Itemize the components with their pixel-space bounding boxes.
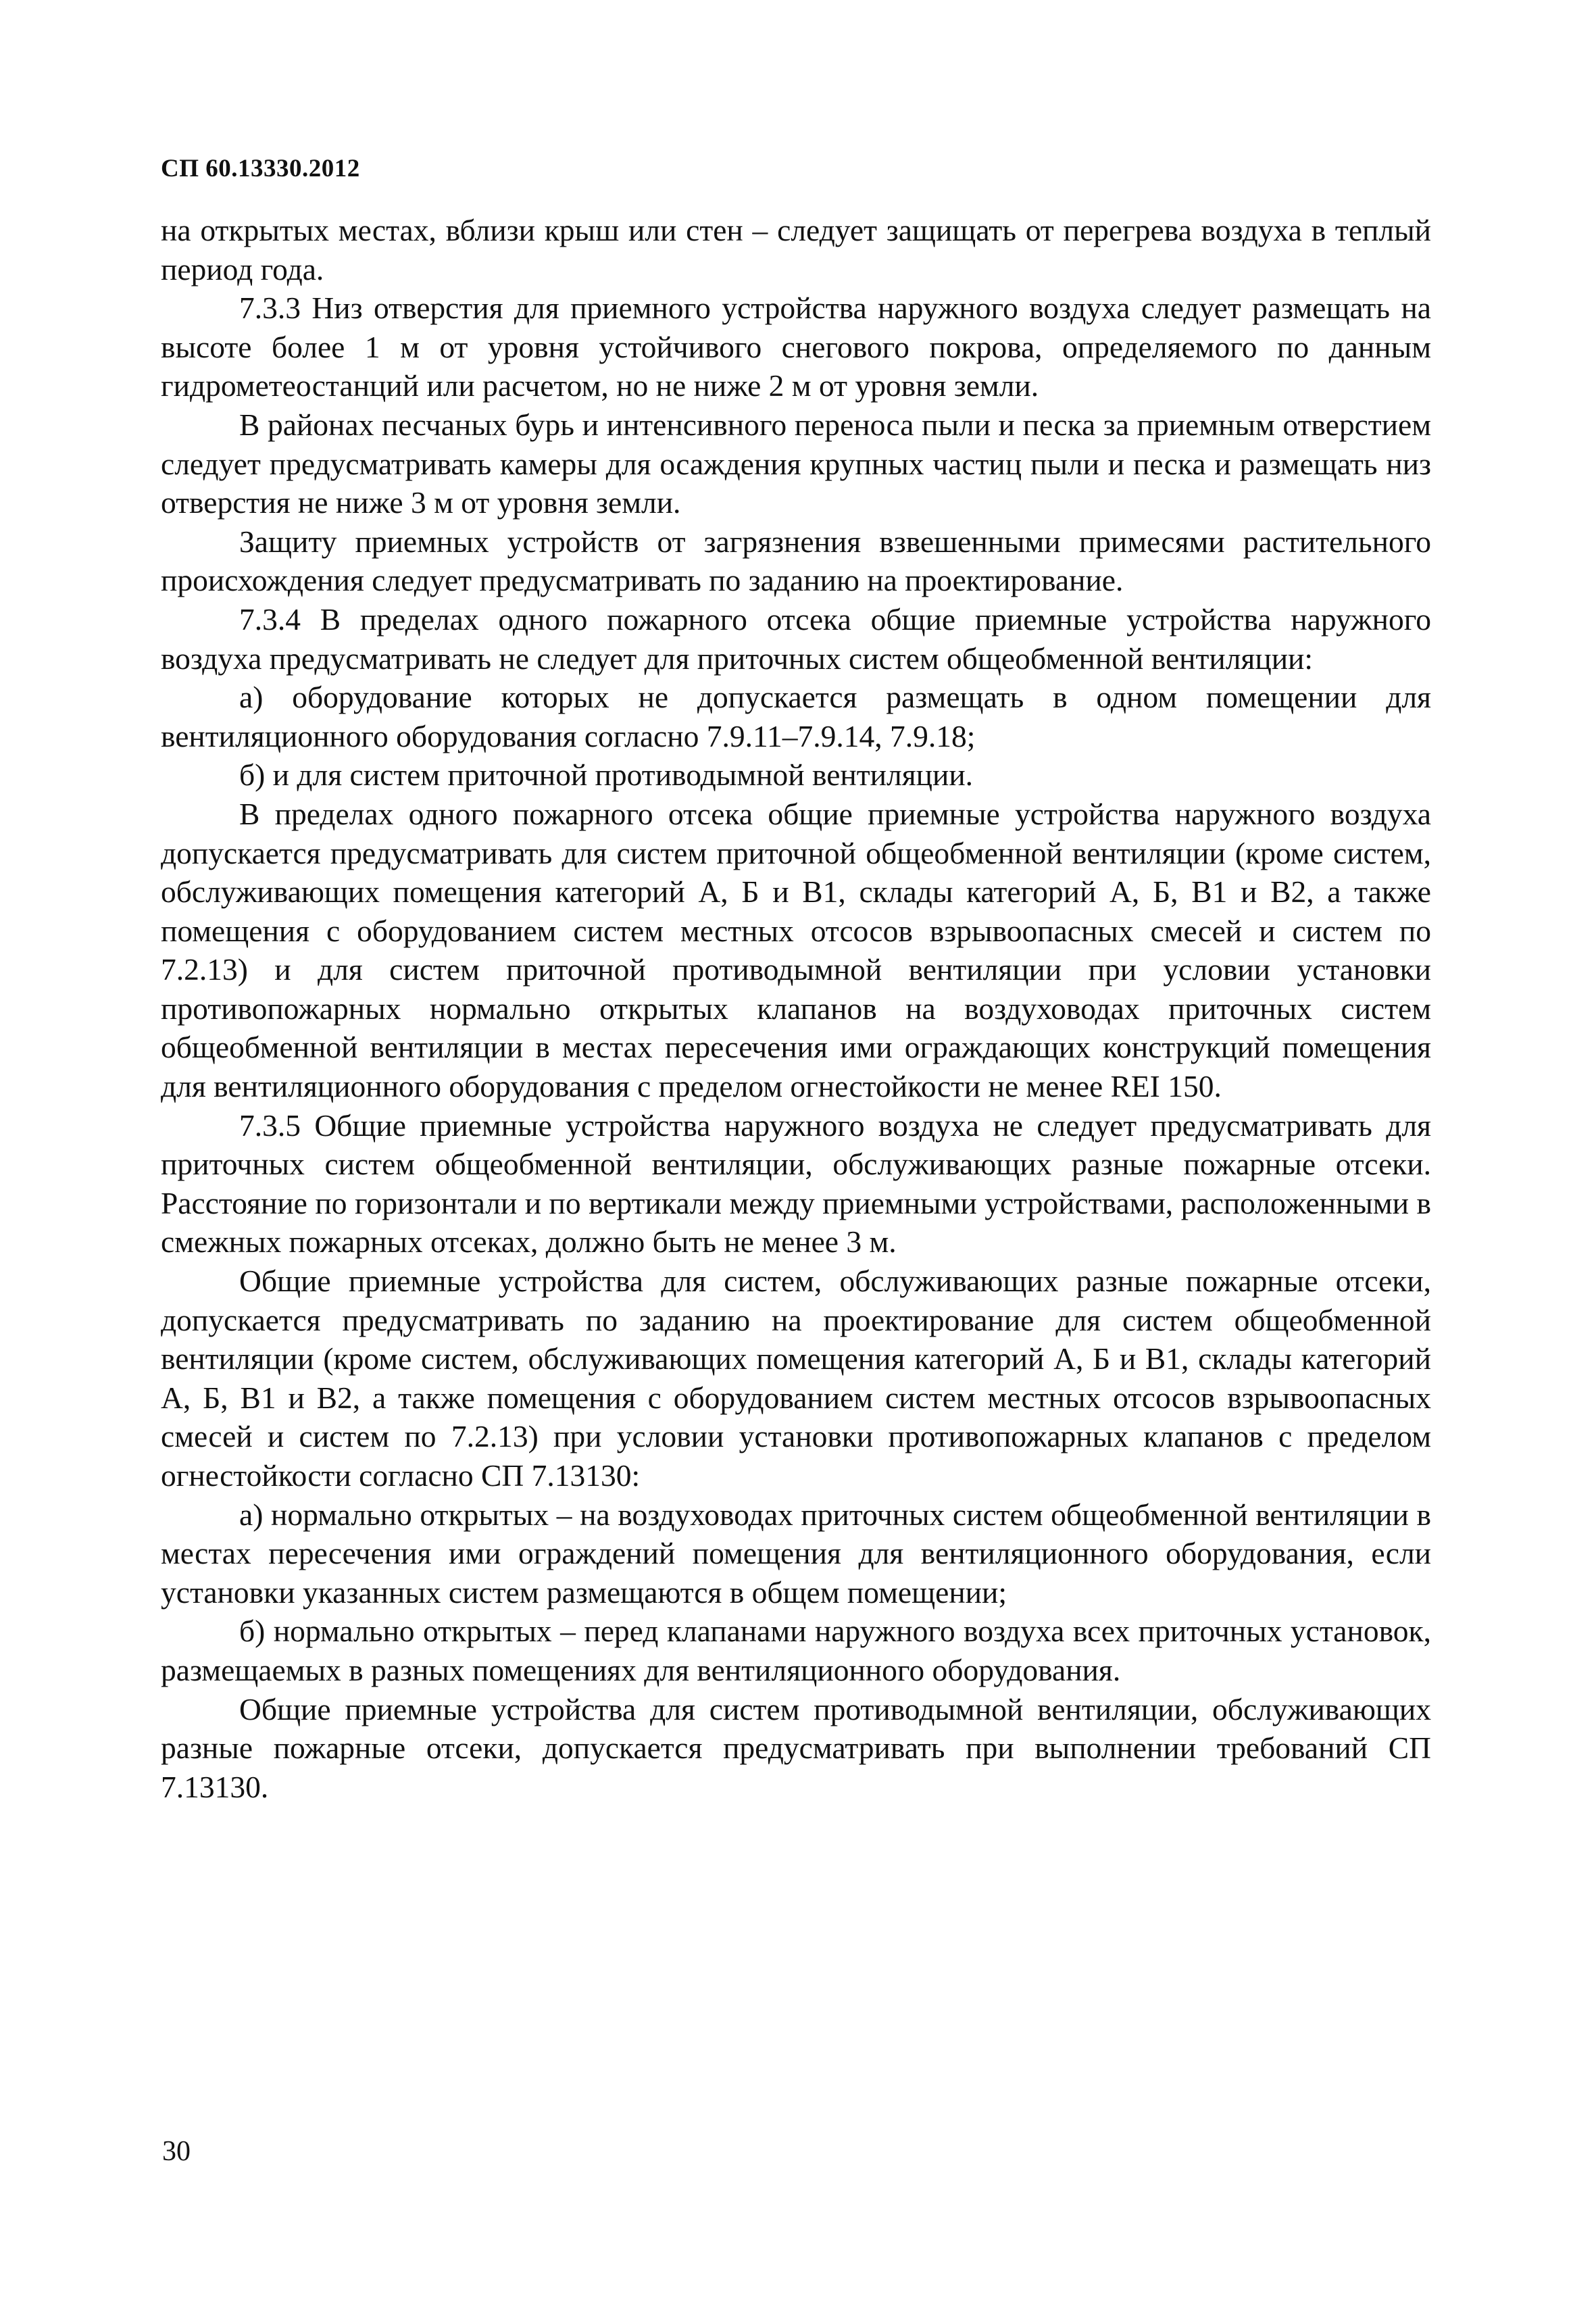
list-item-a-normally-open: а) нормально открытых – на воздуховодах приточных систем общеобменной вентиляции в местах пересечения ими ограждений помещения для вентиляционного оборудования, если установки указанных систем размещаются в общем помещении; — [161, 1497, 1431, 1610]
list-item-b-normally-open: б) нормально открытых – перед клапанами наружного воздуха всех приточных установок, размещаемых в разных помещениях для вентиляционного оборудования. — [161, 1614, 1431, 1687]
paragraph-7-3-3: 7.3.3 Низ отверстия для приемного устройства наружного воздуха следует размещать на высоте более 1 м от уровня устойчивого снегового покрова, определяемого по данным гидрометеостанций или расчетом, но не ниже 2 м от уровня земли. — [161, 291, 1431, 403]
document-body — [161, 211, 1431, 1806]
paragraph-continuation: на открытых местах, вблизи крыш или стен – следует защищать от перегрева воздуха в теплый период года. — [161, 213, 1431, 287]
document-code-header: СП 60.13330.2012 — [161, 155, 360, 182]
paragraph-7-3-4: 7.3.4 В пределах одного пожарного отсека общие приемные устройства наружного воздуха предусматривать не следует для приточных систем общеобменной вентиляции: — [161, 601, 1431, 676]
list-item-b: б) и для систем приточной противодымной вентиляции. — [239, 757, 974, 793]
paragraph-plant-protection: Защиту приемных устройств от загрязнения взвешенными примесями растительного происхождения следует предусматривать по заданию на проектирование. — [161, 524, 1431, 598]
paragraph-common-intake-devices: Общие приемные устройства для систем, обслуживающих разные пожарные отсеки, допускается предусматривать по заданию на проектирование для систем общеобменной вентиляции (кроме систем, обслуживающих помещения категорий А, Б и В1, склады категорий А, Б, В1 и В2, а также помещения с оборудованием систем местных отсосов взрывоопасных смесей и систем по 7.2.13) при условии установки противопожарных клапанов с пределом огнестойкости согласно СП 7.13130: — [161, 1264, 1431, 1493]
paragraph-7-3-5: 7.3.5 Общие приемные устройства наружного воздуха не следует предусматривать для приточных систем общеобменной вентиляции, обслуживающих разные пожарные отсеки. Расстояние по горизонтали и по вертикали между приемными устройствами, расположенными в смежных пожарных отсеках, должно быть не менее 3 м. — [161, 1107, 1431, 1260]
paragraph-sand-storms: В районах песчаных бурь и интенсивного переноса пыли и песка за приемным отверстием следует предусматривать камеры для осаждения крупных частиц пыли и песка и размещать низ отверстия не ниже 3 м от уровня земли. — [161, 407, 1431, 520]
paragraph-within-fire-compartment: В пределах одного пожарного отсека общие приемные устройства наружного воздуха допускается предусматривать для систем приточной общеобменной вентиляции (кроме систем, обслуживающих помещения категорий А, Б и В1, склады категорий А, Б, В1 и В2, а также помещения с оборудованием систем местных отсосов взрывоопасных смесей и систем по 7.2.13) и для систем приточной противодымной вентиляции при условии установки противопожарных нормально открытых клапанов на воздуховодах приточных систем общеобменной вентиляции в местах пересечения ими ограждающих конструкций помещения для вентиляционного оборудования с пределом огнестойкости не менее REI 150. — [161, 796, 1431, 1104]
page-number: 30 — [162, 2136, 191, 2167]
paragraph-smoke-ventilation: Общие приемные устройства для систем противодымной вентиляции, обслуживающих разные пожарные отсеки, допускается предусматривать при выполнении требований СП 7.13130. — [161, 1691, 1431, 1804]
list-item-a: а) оборудование которых не допускается размещать в одном помещении для вентиляционного оборудования согласно 7.9.11–7.9.14, 7.9.18; — [161, 680, 1431, 753]
